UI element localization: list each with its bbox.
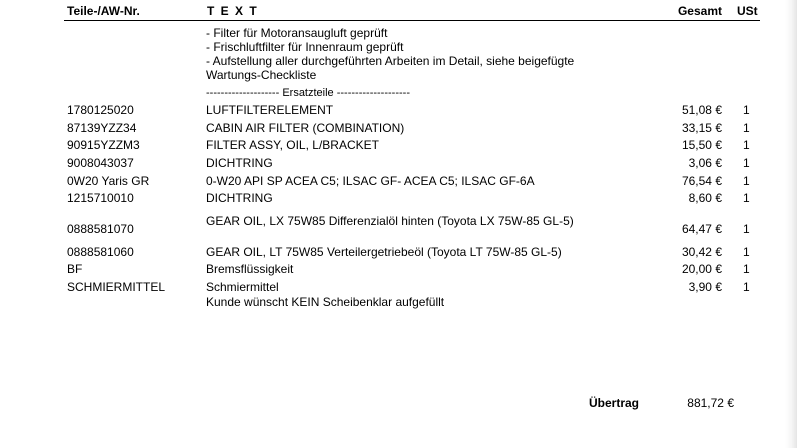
part-amount: 3,06 € [688, 156, 722, 171]
part-number: 1215710010 [67, 191, 134, 206]
page-edge-shadow [785, 0, 797, 448]
note-line: - Frischluftfilter für Innenraum geprüft [206, 40, 404, 54]
service-notes [206, 26, 626, 82]
part-amount: 51,08 € [681, 103, 722, 117]
part-number: 0888581060 [67, 244, 134, 259]
part-amount: 76,54 € [681, 173, 722, 188]
part-amount: 64,47 € [681, 222, 722, 237]
part-tax-code: 1 [743, 191, 750, 206]
part-amount: 30,42 € [681, 244, 722, 259]
part-tax-code: 1 [743, 222, 750, 237]
header-text: T E X T [207, 4, 259, 18]
part-number: 1780125020 [67, 103, 134, 117]
header-divider [64, 20, 760, 21]
carry-forward-label: Übertrag [589, 396, 640, 410]
part-amount: 33,15 € [681, 120, 722, 135]
part-number: BF [67, 262, 83, 277]
part-number: 90915YZZM3 [67, 138, 140, 153]
part-description: 0-W20 API SP ACEA C5; ILSAC GF- ACEA C5; ILSAC GF-6A [206, 173, 535, 188]
part-amount: 20,00 € [681, 262, 722, 277]
table-row [0, 137, 797, 155]
part-description: CABIN AIR FILTER (COMBINATION) [206, 120, 405, 135]
header-tax: USt [737, 4, 758, 18]
table-row [0, 190, 797, 208]
part-amount: 8,60 € [688, 191, 722, 206]
header-part-number: Teile-/AW-Nr. [67, 4, 140, 18]
part-tax-code: 1 [743, 244, 750, 259]
table-row [0, 102, 797, 120]
table-row [0, 120, 797, 138]
part-description: DICHTRING [206, 191, 273, 206]
table-row [0, 208, 797, 244]
part-tax-code: 1 [743, 262, 750, 277]
part-description: Bremsflüssigkeit [206, 262, 294, 277]
part-description: DICHTRING [206, 156, 273, 171]
customer-note: Kunde wünscht KEIN Scheibenklar aufgefüllt [206, 295, 445, 309]
header-total: Gesamt [677, 4, 722, 18]
part-amount: 15,50 € [681, 138, 722, 153]
table-header [0, 0, 797, 20]
part-description: Schmiermittel [206, 280, 279, 294]
carry-forward-amount: 881,72 € [687, 396, 734, 410]
note-line: - Aufstellung aller durchgeführten Arbeiten im Detail, siehe beigefügte [206, 54, 575, 68]
part-description: LUFTFILTERELEMENT [206, 103, 334, 117]
part-description: GEAR OIL, LX 75W85 Differenzialöl hinten (Toyota LX 75W-85 GL-5) [206, 214, 574, 229]
part-number: 9008043037 [67, 156, 134, 171]
part-number: SCHMIERMITTEL [67, 280, 166, 294]
part-tax-code: 1 [743, 156, 750, 171]
table-row [0, 244, 797, 262]
note-line: Wartungs-Checkliste [206, 68, 317, 82]
part-description: FILTER ASSY, OIL, L/BRACKET [206, 138, 379, 153]
table-row [0, 261, 797, 279]
part-description: GEAR OIL, LT 75W85 Verteilergetriebeöl (Toyota LT 75W-85 GL-5) [206, 244, 562, 259]
parts-list [0, 102, 797, 297]
part-tax-code: 1 [743, 280, 750, 294]
part-tax-code: 1 [743, 103, 750, 117]
part-tax-code: 1 [743, 120, 750, 135]
part-number: 0888581070 [67, 222, 134, 237]
part-tax-code: 1 [743, 173, 750, 188]
table-row [0, 173, 797, 191]
table-row [0, 155, 797, 173]
parts-separator: -------------------- Ersatzteile -------------------- [206, 87, 410, 99]
part-number: 0W20 Yaris GR [67, 173, 150, 188]
note-line: - Filter für Motoransaugluft geprüft [206, 26, 388, 40]
part-tax-code: 1 [743, 138, 750, 153]
part-number: 87139YZZ34 [67, 120, 137, 135]
part-amount: 3,90 € [688, 280, 722, 294]
